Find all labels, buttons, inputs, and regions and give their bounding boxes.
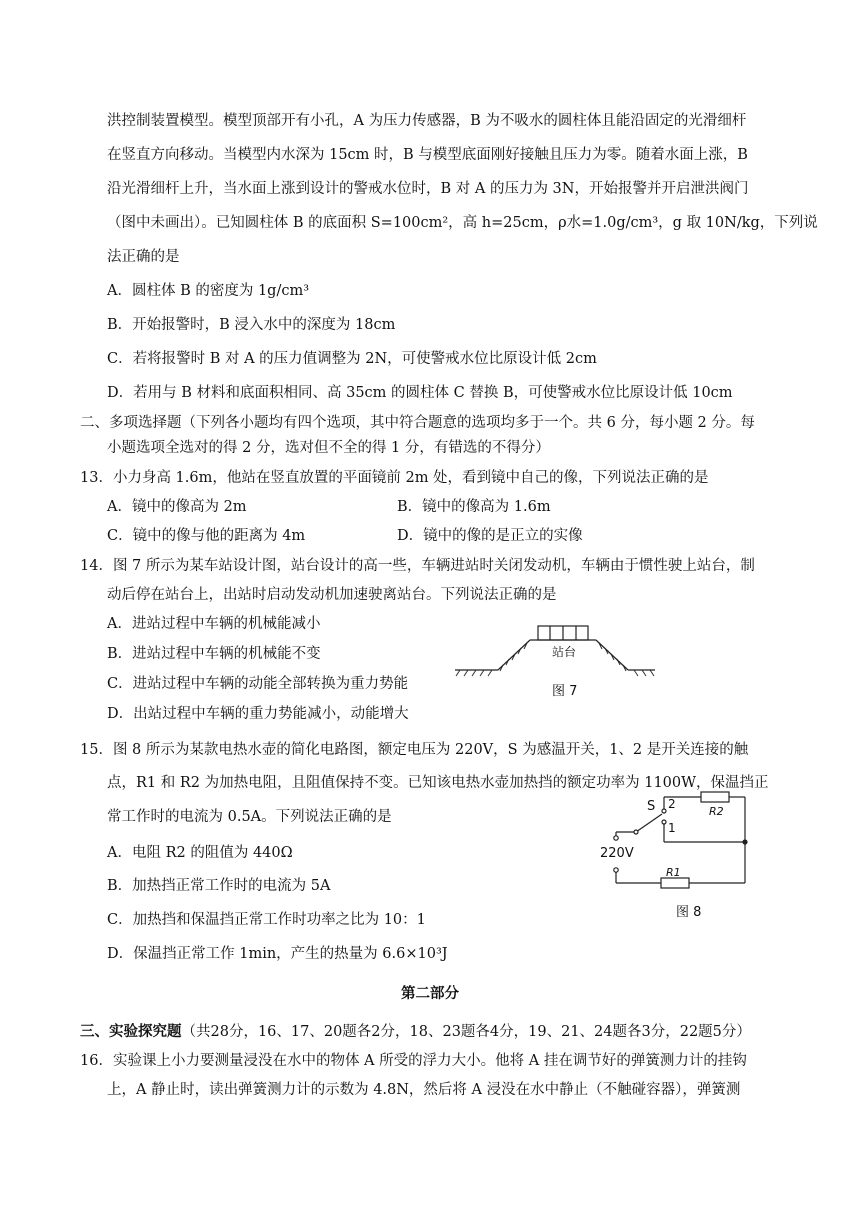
q13-option-b: B．镜中的像高为 1.6m bbox=[397, 499, 551, 515]
q12-line-4: （图中未画出）。已知圆柱体 B 的底面积 S=100cm²，高 h=25cm，ρ水=1.0g/cm³，g 取 10N/kg，下列说 bbox=[107, 215, 818, 231]
q14-option-a: A．进站过程中车辆的机械能减小 bbox=[107, 616, 321, 632]
figure-7-caption: 图 7 bbox=[552, 684, 578, 699]
q15-option-b: B．加热挡正常工作时的电流为 5A bbox=[107, 878, 331, 894]
q14-option-c: C．进站过程中车辆的动能全部转换为重力势能 bbox=[107, 676, 409, 692]
q12-line-5: 法正确的是 bbox=[107, 249, 180, 265]
circuit-diagram bbox=[596, 790, 756, 895]
q13-option-c: C．镜中的像与他的距离为 4m bbox=[107, 528, 306, 544]
q15-stem-3: 常工作时的电流为 0.5A。下列说法正确的是 bbox=[107, 809, 392, 825]
section-3-scoring: （共28分，16、17、20题各2分，18、23题各4分，19、21、24题各3分，22题5分） bbox=[181, 1024, 751, 1040]
switch-label: S bbox=[647, 799, 656, 814]
section-2-heading: 二、多项选择题（下列各小题均有四个选项，其中符合题意的选项均多于一个。共 6 分，每小题 2 分。每 bbox=[80, 415, 755, 431]
station-label: 站台 bbox=[552, 645, 577, 659]
q16-line-2: 上，A 静止时，读出弹簧测力计的示数为 4.8N，然后将 A 浸没在水中静止（不触碰容器），弹簧测 bbox=[107, 1082, 741, 1098]
q12-option-c: C．若将报警时 B 对 A 的压力值调整为 2N，可使警戒水位比原设计低 2cm bbox=[107, 351, 597, 367]
q13-option-d: D．镜中的像的是正立的实像 bbox=[397, 528, 583, 544]
q14-stem-1: 14．图 7 所示为某车站设计图，站台设计的高一些，车辆进站时关闭发动机，车辆由于惯性驶上站台，制 bbox=[80, 558, 755, 574]
q12-line-3: 沿光滑细杆上升，当水面上涨到设计的警戒水位时，B 对 A 的压力为 3N，开始报警并开启泄洪阀门 bbox=[107, 181, 749, 197]
q12-option-a: A．圆柱体 B 的密度为 1g/cm³ bbox=[107, 283, 310, 299]
part-2-title: 第二部分 bbox=[401, 985, 459, 1002]
q14-option-d: D．出站过程中车辆的重力势能减小，动能增大 bbox=[107, 706, 409, 722]
q13-option-a: A．镜中的像高为 2m bbox=[107, 499, 247, 515]
contact-2-label: 2 bbox=[668, 797, 676, 811]
q15-option-c: C．加热挡和保温挡正常工作时功率之比为 10：1 bbox=[107, 912, 426, 928]
q12-line-1: 洪控制装置模型。模型顶部开有小孔，A 为压力传感器，B 为不吸水的圆柱体且能沿固定的光滑细杆 bbox=[107, 113, 747, 129]
r1-label: R1 bbox=[666, 866, 681, 879]
q14-option-b: B．进站过程中车辆的机械能不变 bbox=[107, 646, 321, 662]
section-3-label: 三、实验探究题 bbox=[80, 1023, 182, 1040]
q15-option-a: A．电阻 R2 的阻值为 440Ω bbox=[107, 845, 293, 861]
q15-stem-2: 点，R1 和 R2 为加热电阻，且阻值保持不变。已知该电热水壶加热挡的额定功率为 1100W，保温挡正 bbox=[107, 775, 769, 791]
q16-line-1: 16．实验课上小力要测量浸没在水中的物体 A 所受的浮力大小。他将 A 挂在调节好的弹簧测力计的挂钩 bbox=[80, 1053, 747, 1069]
figure-8-caption: 图 8 bbox=[676, 905, 702, 920]
voltage-label: 220V bbox=[600, 846, 634, 861]
r2-label: R2 bbox=[709, 805, 724, 818]
section-3-heading bbox=[80, 1022, 751, 1042]
q12-line-2: 在竖直方向移动。当模型内水深为 15cm 时，B 与模型底面刚好接触且压力为零。随着水面上涨，B bbox=[107, 147, 748, 163]
q14-stem-2: 动后停在站台上，出站时启动发动机加速驶离站台。下列说法正确的是 bbox=[107, 587, 557, 603]
q12-option-d: D．若用与 B 材料和底面积相同、高 35cm 的圆柱体 C 替换 B，可使警戒水位比原设计低 10cm bbox=[107, 385, 733, 401]
q15-stem-1: 15．图 8 所示为某款电热水壶的简化电路图，额定电压为 220V，S 为感温开关，1、2 是开关连接的触 bbox=[80, 742, 749, 758]
q12-option-b: B．开始报警时，B 浸入水中的深度为 18cm bbox=[107, 317, 396, 333]
q13-stem: 13．小力身高 1.6m，他站在竖直放置的平面镜前 2m 处，看到镜中自己的像，下列说法正确的是 bbox=[80, 470, 709, 486]
q15-option-d: D．保温挡正常工作 1min，产生的热量为 6.6×10³J bbox=[107, 946, 448, 962]
section-2-heading-cont: 小题选项全选对的得 2 分，选对但不全的得 1 分，有错选的不得分） bbox=[107, 440, 550, 456]
contact-1-label: 1 bbox=[668, 821, 676, 835]
